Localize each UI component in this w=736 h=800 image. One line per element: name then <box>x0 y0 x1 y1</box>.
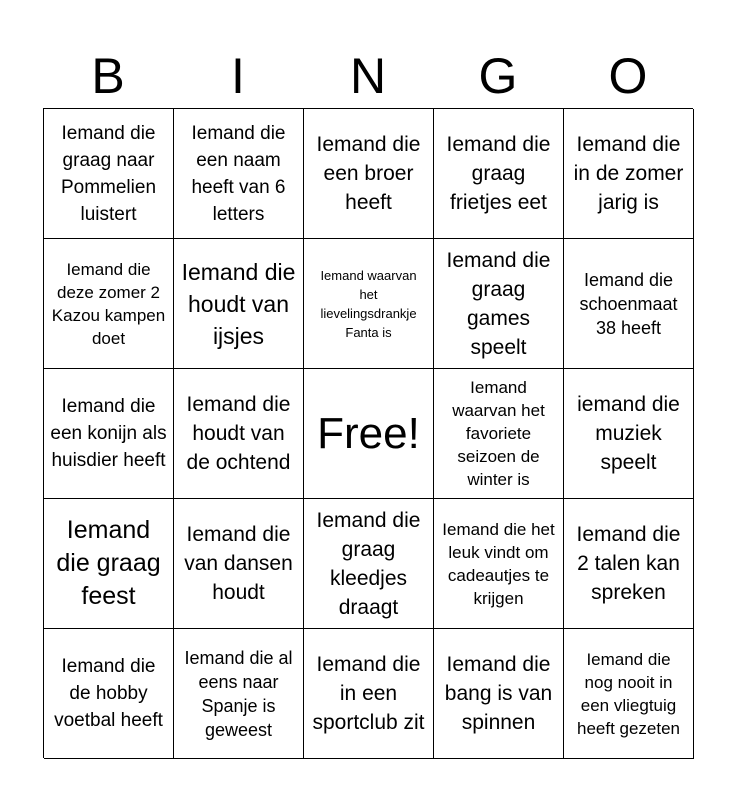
bingo-cell[interactable] <box>434 499 564 629</box>
bingo-cell[interactable] <box>174 369 304 499</box>
bingo-cell[interactable] <box>304 109 434 239</box>
cell-text: Iemand die graag games speelt <box>446 248 551 359</box>
cell-text: Iemand die houdt van ijsjes <box>181 258 296 349</box>
cell-text: Iemand die bang is van spinnen <box>444 653 553 734</box>
bingo-cell[interactable] <box>304 499 434 629</box>
bingo-cell[interactable] <box>44 109 174 239</box>
bingo-header <box>43 44 693 108</box>
bingo-cell[interactable] <box>44 239 174 369</box>
cell-text: Iemand die van dansen houdt <box>184 523 293 604</box>
header-letter-o: O <box>608 48 648 104</box>
cell-text: Iemand die graag frietjes eet <box>446 133 551 214</box>
header-letter-b: B <box>91 48 125 104</box>
cell-text: Iemand waarvan het favoriete seizoen de winter is <box>452 378 545 489</box>
bingo-cell[interactable] <box>564 369 694 499</box>
cell-text: Iemand die in een sportclub zit <box>312 653 425 734</box>
bingo-cell[interactable] <box>564 109 694 239</box>
cell-text: Iemand die graag naar Pommelien luistert <box>60 122 157 225</box>
bingo-cell[interactable] <box>434 239 564 369</box>
header-letter-g: G <box>478 48 518 104</box>
bingo-cell-free[interactable] <box>304 369 434 499</box>
bingo-cell[interactable] <box>434 369 564 499</box>
cell-text: Iemand die een broer heeft <box>316 133 421 214</box>
bingo-cell[interactable] <box>174 239 304 369</box>
bingo-cell[interactable] <box>564 499 694 629</box>
free-space-label: Free! <box>317 408 420 458</box>
cell-text: Iemand die nog nooit in een vliegtuig heeft gezeten <box>576 649 681 738</box>
bingo-cell[interactable] <box>304 239 434 369</box>
cell-text: Iemand die in de zomer jarig is <box>573 133 684 214</box>
cell-text: Iemand die schoenmaat 38 heeft <box>579 269 678 338</box>
bingo-cell[interactable] <box>44 369 174 499</box>
cell-text: Iemand die graag kleedjes draagt <box>316 508 421 619</box>
cell-text: Iemand die graag feest <box>56 516 161 610</box>
cell-text: Iemand die het leuk vindt om cadeautjes te krijgen <box>442 519 555 608</box>
bingo-cell[interactable] <box>44 629 174 759</box>
bingo-cell[interactable] <box>304 629 434 759</box>
header-letter-i: I <box>231 48 245 104</box>
bingo-cell[interactable] <box>174 109 304 239</box>
cell-text: Iemand die 2 talen kan spreken <box>576 523 681 604</box>
bingo-cell[interactable] <box>174 629 304 759</box>
header-letter-n: N <box>349 48 387 104</box>
cell-text: Iemand die deze zomer 2 Kazou kampen doet <box>51 259 166 348</box>
bingo-board <box>43 108 693 758</box>
cell-text: iemand die muziek speelt <box>577 393 680 474</box>
bingo-cell[interactable] <box>44 499 174 629</box>
cell-text: Iemand die al eens naar Spanje is geweest <box>184 647 293 740</box>
bingo-cell[interactable] <box>174 499 304 629</box>
cell-text: Iemand waarvan het lievelingsdrankje Fanta is <box>320 267 417 340</box>
cell-text: Iemand die een konijn als huisdier heeft <box>50 396 167 471</box>
cell-text: Iemand die de hobby voetbal heeft <box>54 656 163 731</box>
bingo-cell[interactable] <box>434 109 564 239</box>
bingo-cell[interactable] <box>434 629 564 759</box>
cell-text: Iemand die houdt van de ochtend <box>186 393 291 474</box>
bingo-cell[interactable] <box>564 239 694 369</box>
cell-text: Iemand die een naam heeft van 6 letters <box>191 122 286 225</box>
bingo-cell[interactable] <box>564 629 694 759</box>
